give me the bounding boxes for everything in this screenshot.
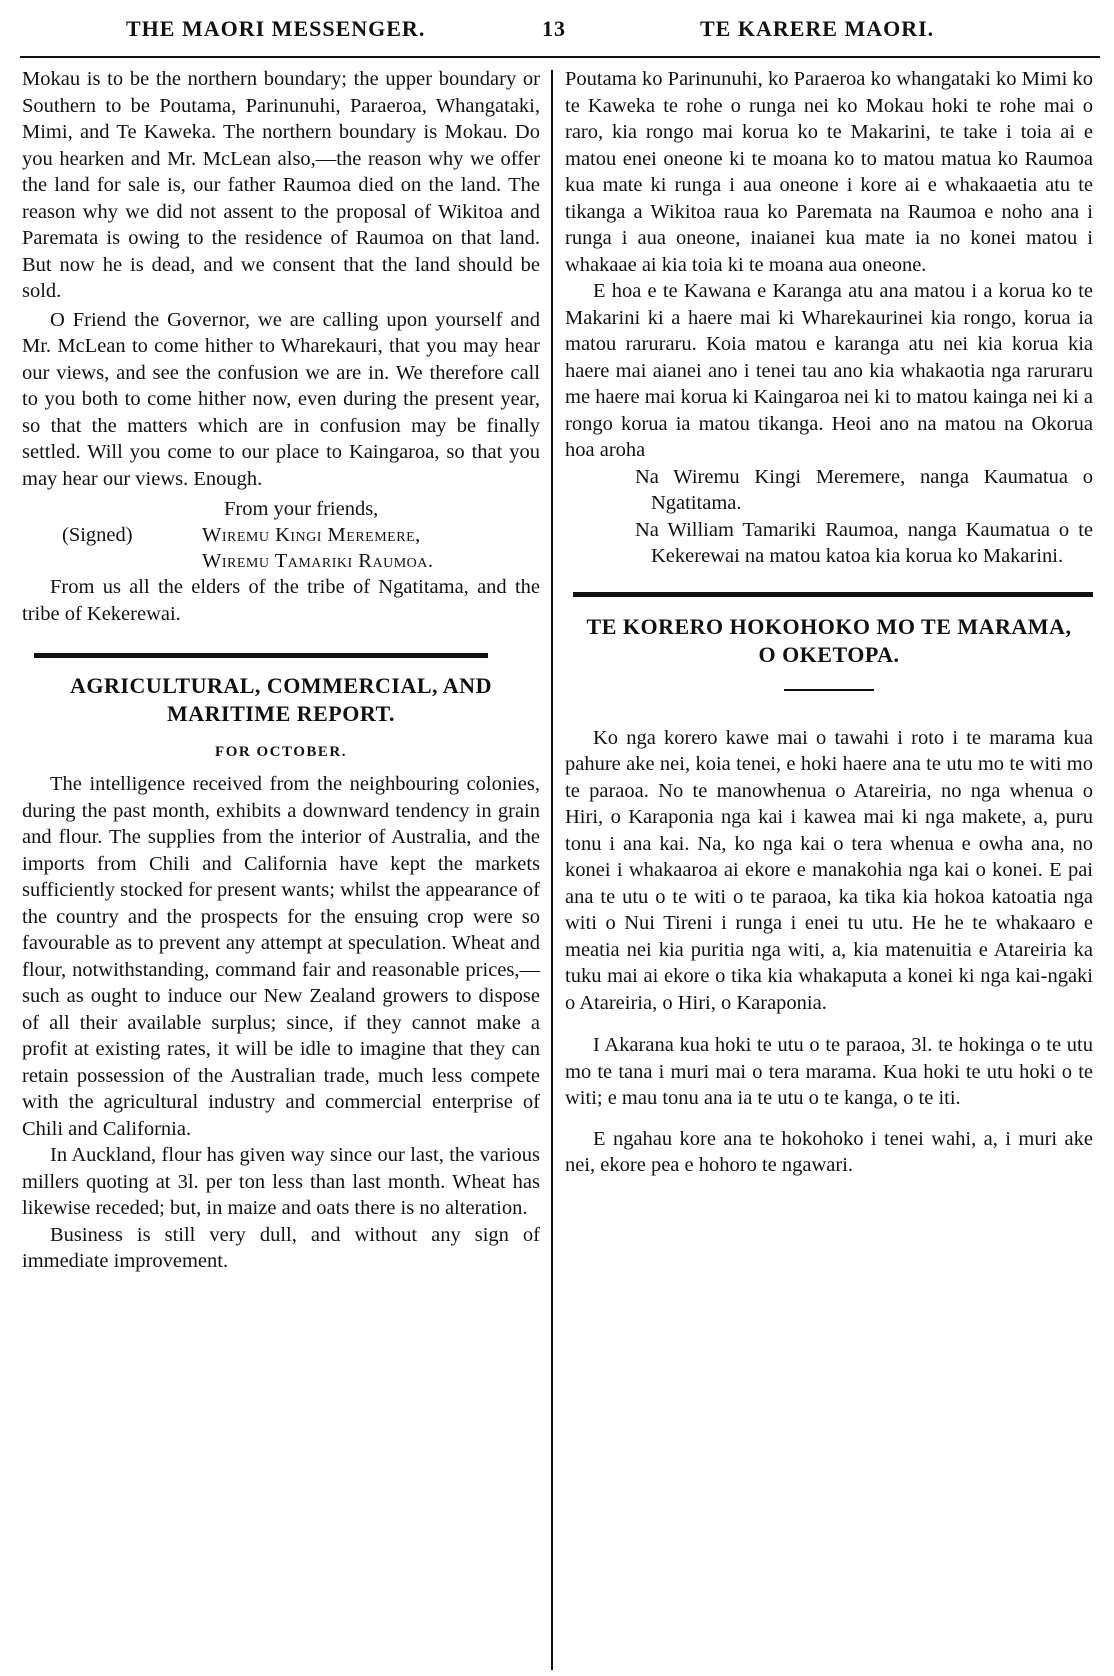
maori-report-paragraph-1: Ko nga korero kawe mai o tawahi i roto i te marama kua pahure ake nei, koia tenei, e hoki haere ana te utu mo te witi mo te paraoa. No te manowhenua o Atareiria, no nga whenua o Hiri, o Karaponia nga kai i kawea mai ki nga makete, a, puru tonu i ana kai. Na, ko nga kai o tera whenua e owha ana, no konei i whakaaroa ai ekore e manakohia nga kai o konei. E pai ana te utu o te witi o te paraoa, ka tika kia hokoa katoatia nga witi o Nui Tireni i runga i enei tu utu. He he te whakaaro e meatia nei kia puritia nga witi, a, kia matenuitia e Atareiria ka tuku mai ai ekore o tika kia whakaputa a konei ki nga kai-ngaki o Atareiria, o Hiri, o Karaponia. — [565, 726, 1093, 1014]
report-paragraph-2: In Auckland, flour has given way since our last, the various millers quoting at 3l. per ton less than last month. Wheat has likewise receded; but, in maize and oats there is no alteration. — [22, 1144, 540, 1219]
header-maori-title: TE KARERE MAORI. — [700, 16, 935, 41]
report-title: AGRICULTURAL, COMMERCIAL, AND MARITIME REPORT. — [70, 673, 492, 726]
maori-letter-paragraph-1: Poutama ko Parinunuhi, ko Paraeroa ko whangataki ko Mimi ko te Kaweka te rohe o runga nei ko Mokau hoki te rohe mai o raro, kia rongo mai korua ko te Makarini, te take i toia ai e matou enei oneone ki te moana ko to matou matua ko Raumoa kua mate ki runga i aua oneone i kore ai e whakaaetia atu te tikanga a Wikitoa raua ko Paremata na Raumoa e noho ana i runga i aua oneone, inaianei kua mate ia no konei matou i whakaae ai kia toia ki te moana aua oneone. — [565, 68, 1093, 276]
report-paragraph-3: Business is still very dull, and without any sign of immediate improvement. — [22, 1223, 540, 1272]
signature-name-1: Wiremu Kingi Meremere, — [202, 524, 421, 546]
page-number: 13 — [542, 16, 566, 41]
maori-signature-1: Na Wiremu Kingi Meremere, nanga Kaumatua o Ngatitama. — [635, 465, 1093, 514]
maori-report-paragraph-2: I Akarana kua hoki te utu o te paraoa, 3l. te hokinga o te utu mo te tana i muri mai o tera marama. Kua hoki te utu hoki o te witi; e mau tonu ana ia te utu o te kanga, o te iti. — [565, 1034, 1093, 1109]
signature-name-2: Wiremu Tamariki Raumoa. — [202, 550, 434, 572]
letter-signature — [22, 496, 540, 574]
report-subtitle: FOR OCTOBER. — [215, 744, 347, 760]
letter-paragraph-2: O Friend the Governor, we are calling upon yourself and Mr. McLean to come hither to Wharekauri, that you may hear our views, and see the confusion we are in. We therefore call to you both to come hither now, even during the present year, so that the matters which are in confusion may be finally settled. Will you come to our place to Kaingaroa, so that you may hear our views. Enough. — [22, 308, 540, 490]
maori-letter-paragraph-2: E hoa e te Kawana e Karanga atu ana matou i a korua ko te Makarini ki a haere mai ki Wharekaurinei kia rongo, korua ia matou raruraru. Koia matou e karanga atu nei kia korua kia haere mai aianei ano i tenei tau ano kia whakaotia nga raruraru me haere mai korua ki Kaingaroa nei ki to matou kainga nei ki a rongo korua ia matou tikanga. Heoi ano na matou na Okorua hoa aroha — [565, 280, 1093, 461]
page-header — [0, 16, 1114, 46]
section-divider — [34, 653, 488, 658]
maori-column — [565, 66, 1093, 1179]
signature-elders: From us all the elders of the tribe of Ngatitama, and the tribe of Kekerewai. — [22, 576, 540, 625]
signature-from: From your friends, — [224, 498, 379, 520]
maori-title-rule — [784, 689, 874, 691]
header-rule — [20, 56, 1100, 58]
english-column — [22, 66, 540, 1275]
signature-signed: (Signed) — [62, 524, 133, 546]
maori-section-divider — [573, 592, 1093, 597]
letter-paragraph-1: Mokau is to be the northern boundary; the upper boundary or Southern to be Poutama, Parinunuhi, Paraeroa, Whangataki, Mimi, and Te Kaweka. The northern boundary is Mokau. Do you hearken and Mr. McLean also,—the reason why we offer the land for sale is, our father Raumoa died on the land. The reason why we did not assent to the proposal of Wikitoa and Paremata is owing to the residence of Raumoa on that land. But now he is dead, and we consent that the land should be sold. — [22, 68, 540, 302]
maori-report-title: TE KORERO HOKOHOKO MO TE MARAMA, O OKETOPA. — [586, 613, 1072, 667]
maori-report-paragraph-3: E ngahau kore ana te hokohoko i tenei wahi, a, i muri ake nei, ekore pea e hohoro te ngawari. — [565, 1127, 1093, 1176]
report-paragraph-1: The intelligence received from the neighbouring colonies, during the past month, exhibits a downward tendency in grain and flour. The supplies from the interior of Australia, and the imports from Chili and California have kept the markets sufficiently stocked for present wants; whilst the appearance of the country and the prospects for the ensuing crop were so favourable as to prevent any attempt at speculation. Wheat and flour, notwithstanding, command fair and reasonable prices,—such as ought to induce our New Zealand growers to dispose of all their available surplus; since, if they cannot make a profit at existing rates, it will be idle to imagine that they can retain possession of the Australian trade, much less compete with the agricultural industry and commercial enterprise of Chili and California. — [22, 773, 540, 1140]
maori-signature-2: Na William Tamariki Raumoa, nanga Kaumatua o te Kekerewai na matou katoa kia korua ko Makarini. — [635, 518, 1093, 567]
header-english-title: THE MAORI MESSENGER. — [126, 16, 426, 41]
column-divider — [551, 70, 553, 1670]
